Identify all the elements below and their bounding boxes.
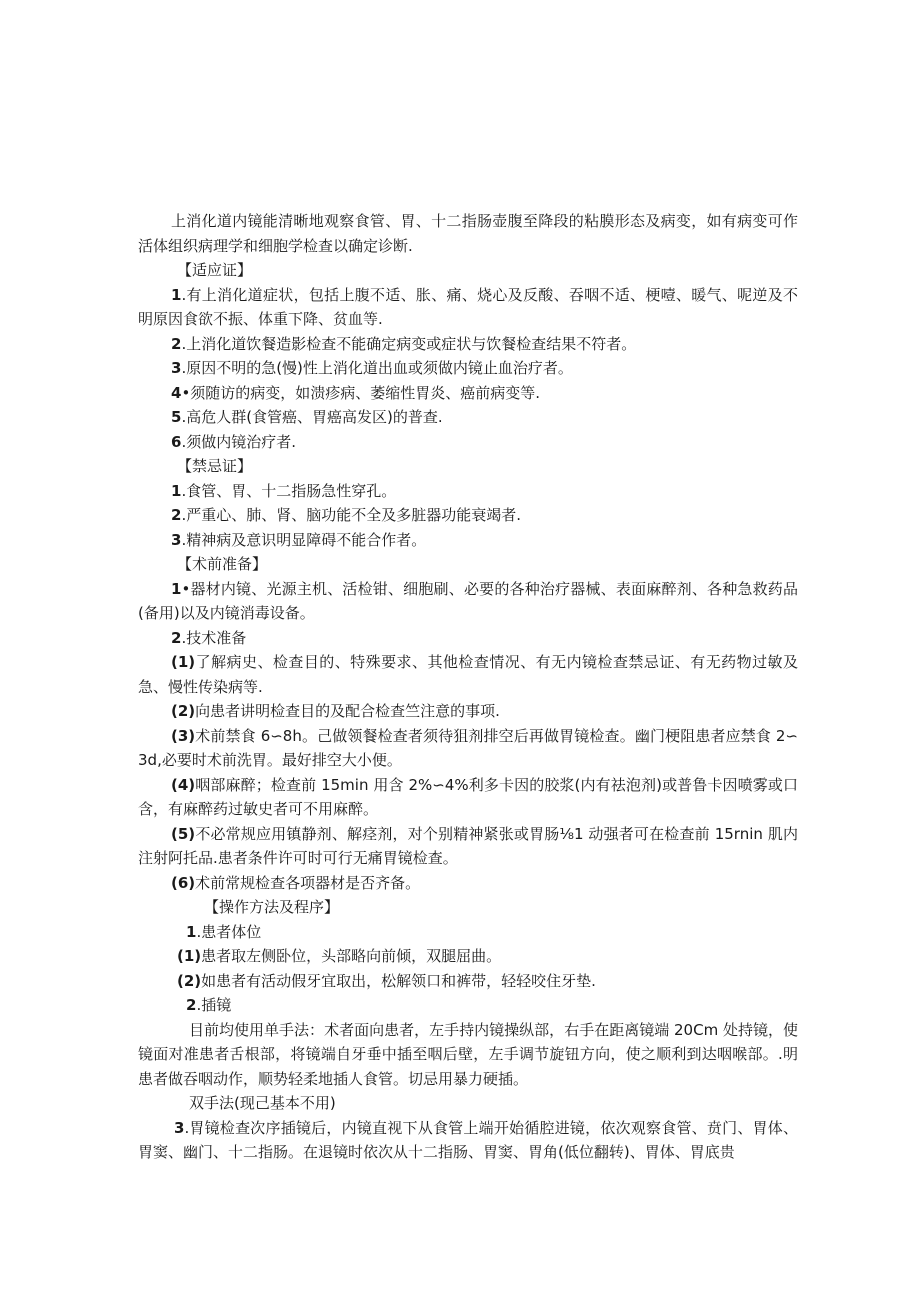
procedure-paragraph: 双手法(现己基本不用) bbox=[189, 1094, 336, 1112]
preparation-item: 2.技术准备 bbox=[171, 628, 247, 647]
indication-item: 3.原因不明的急(慢)性上消化道出血或须做内镜止血治疗者。 bbox=[171, 359, 573, 377]
contraindication-item: 1.食管、胃、十二指肠急性穿孔。 bbox=[171, 481, 397, 500]
preparation-subitem: (2)向患者讲明检查目的及配合检查竺注意的事项. bbox=[171, 702, 500, 720]
procedure-paragraph: 目前均使用单手法：术者面向患者，左手持内镜操纵部，右手在距离镜端 20Cm 处持镜，使镜面对准患者舌根部，将镜端自牙垂中插至咽后壁，左手调节旋钮方向，使之顺利到达咽喉部。.明患者做吞咽动作，顺势轻柔地插人食管。切忌用暴力硬插。 bbox=[138, 1020, 798, 1088]
indication-item: 1.有上消化道症状，包括上腹不适、胀、痛、烧心及反酸、吞咽不适、梗噎、暖气、呢逆及不明原因食欲不振、体重下降、贫血等. bbox=[138, 285, 798, 328]
document-body bbox=[138, 209, 798, 1165]
preparation-subitem: (1)了解病史、检查目的、特殊要求、其他检查情况、有无内镜检查禁忌证、有无药物过敏及急、慢性传染病等. bbox=[138, 653, 798, 696]
indication-item: 6.须做内镜治疗者. bbox=[171, 432, 296, 451]
preparation-subitem: (6)术前常规检查各项器材是否齐备。 bbox=[171, 873, 421, 892]
intro-paragraph: 上消化道内镜能清晰地观察食管、胃、十二指肠壶腹至降段的粘膜形态及病变，如有病变可作活体组织病理学和细胞学检查以确定诊断. bbox=[138, 212, 798, 255]
procedure-item: 1.患者体位 bbox=[186, 922, 262, 941]
procedure-item: 2.插镜 bbox=[186, 996, 232, 1014]
procedure-item: 3.胃镜检查次序插镜后，内镜直视下从食管上端开始循腔进镜，依次观察食管、贲门、胃体、胃窦、幽门、十二指肠。在退镜时依次从十二指肠、胃窦、胃角(低位翻转)、胃体、胃底贵 bbox=[138, 1118, 798, 1161]
indication-item: 4•须随访的病变，如溃疹病、萎缩性胃炎、癌前病变等. bbox=[171, 383, 541, 402]
section-heading-preparation: 【术前准备】 bbox=[177, 555, 268, 573]
section-heading-indications: 【适应证】 bbox=[177, 261, 253, 279]
preparation-subitem: (3)术前禁食 6∽8h。己做领餐检查者须待狙剂排空后再做胃镜检查。幽门梗阻患者应禁食 2∽3d,必要时术前洗胃。最好排空大小便。 bbox=[138, 726, 798, 769]
procedure-subitem: (1)患者取左侧卧位，头部略向前倾，双腿屈曲。 bbox=[177, 947, 502, 965]
indication-item: 5.高危人群(食管癌、胃癌高发区)的普查. bbox=[171, 408, 443, 426]
preparation-item: 1•器材内镜、光源主机、活检钳、细胞刷、必要的各种治疗器械、表面麻醉剂、各种急救药品(备用)以及内镜消毒设备。 bbox=[138, 579, 798, 622]
section-heading-procedure: 【操作方法及程序】 bbox=[204, 898, 340, 916]
contraindication-item: 3.精神病及意识明显障碍不能合作者。 bbox=[171, 530, 427, 549]
contraindication-item: 2.严重心、肺、肾、脑功能不全及多脏器功能衰竭者. bbox=[171, 506, 521, 524]
section-heading-contraindications: 【禁忌证】 bbox=[177, 457, 253, 475]
indication-item: 2.上消化道饮餐造影检查不能确定病变或症状与饮餐检查结果不符者。 bbox=[171, 334, 637, 353]
preparation-subitem: (5)不必常规应用镇静剂、解痉剂，对个别精神紧张或胃肠⅛1 动强者可在检查前 15rnin 肌内注射阿托品.患者条件许可时可行无痛胃镜检查。 bbox=[138, 824, 798, 867]
preparation-subitem: (4)咽部麻醉；检查前 15min 用含 2%∽4%利多卡因的胶浆(内有祛泡剂)或普鲁卡因喷雾或口含，有麻醉药过敏史者可不用麻醉。 bbox=[138, 775, 798, 818]
procedure-subitem: (2)如患者有活动假牙宜取出，松解领口和裤带，轻轻咬住牙垫. bbox=[177, 971, 596, 990]
